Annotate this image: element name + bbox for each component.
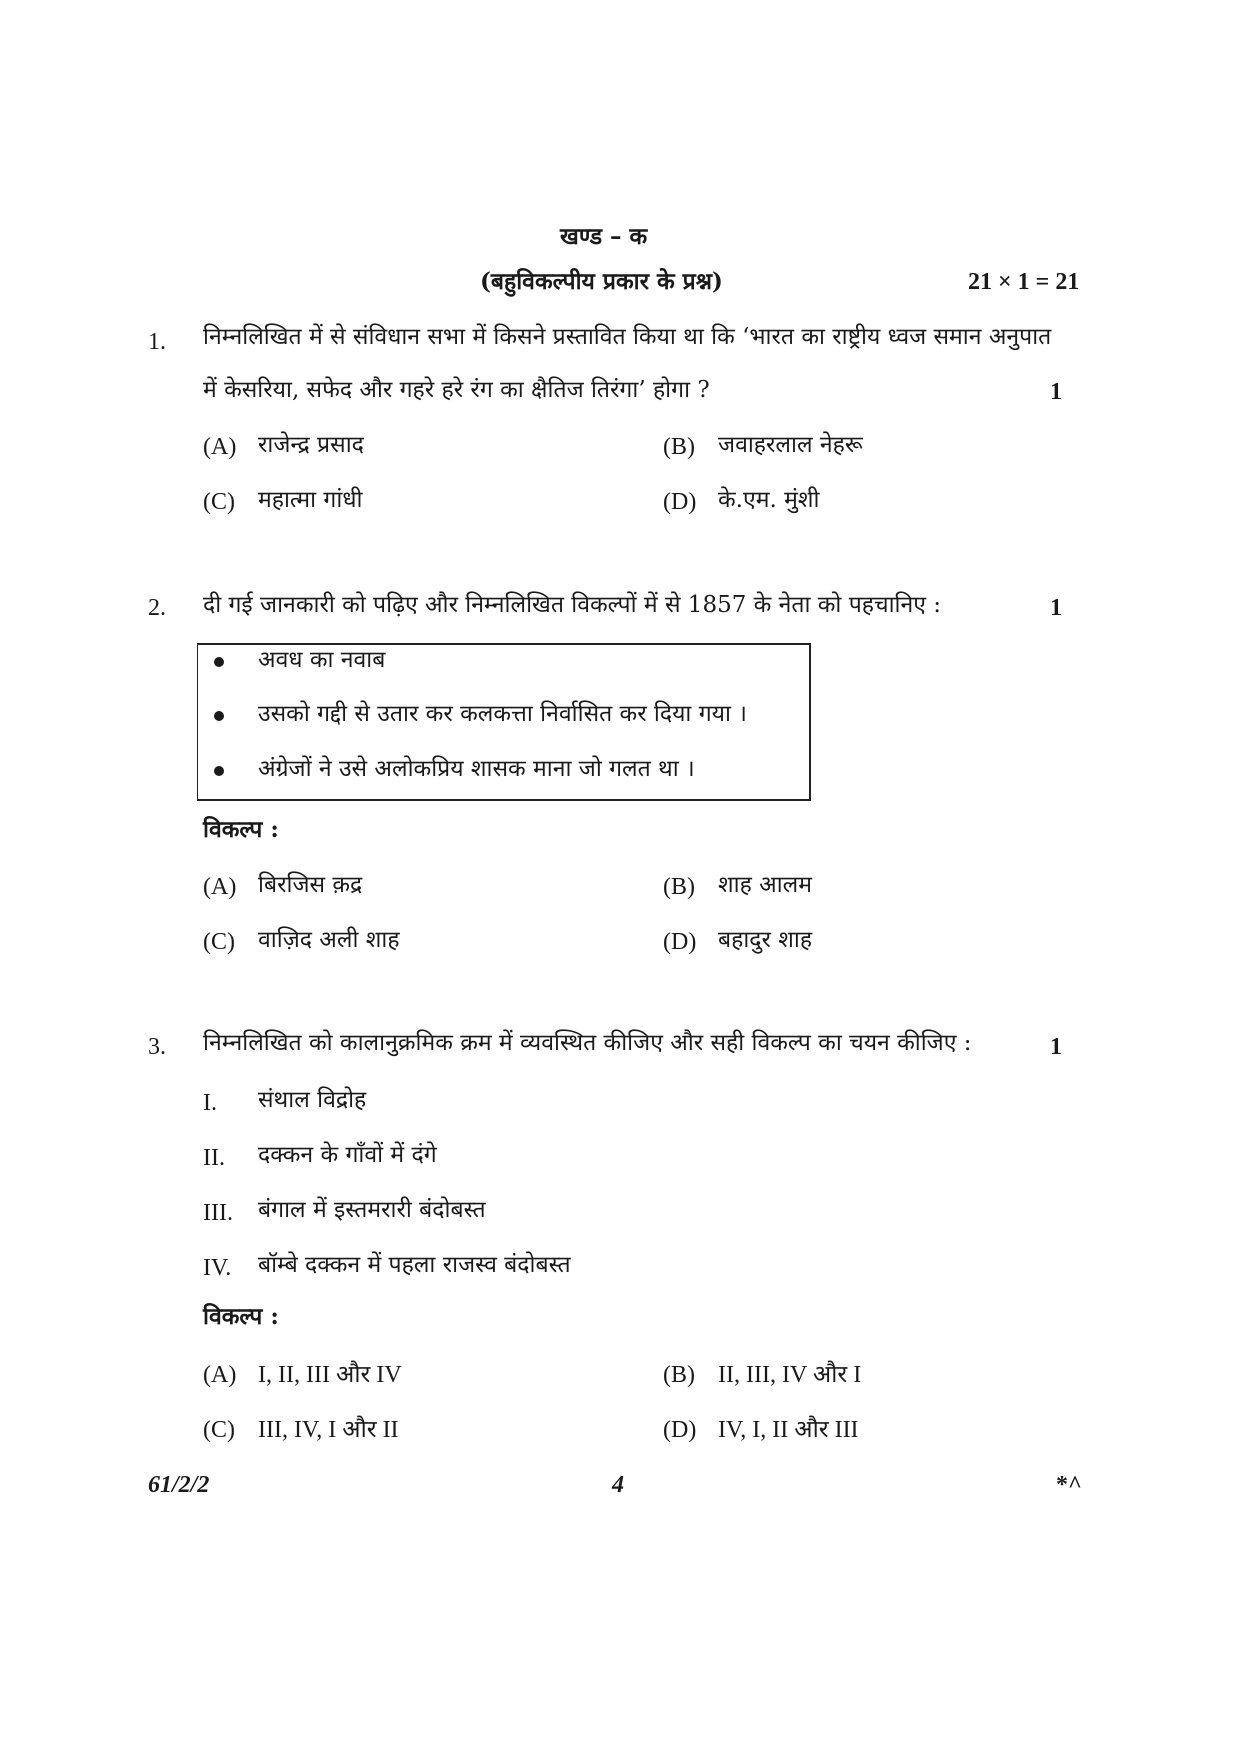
question-number: 2.	[148, 595, 166, 621]
option-key-a: (A)	[203, 874, 237, 900]
item-key-3: III.	[203, 1200, 233, 1226]
option-key-c: (C)	[203, 1417, 235, 1443]
option-text-d: के.एम. मुंशी	[718, 487, 820, 513]
item-key-1: I.	[203, 1090, 217, 1116]
item-text-3: बंगाल में इस्तमरारी बंदोबस्त	[258, 1197, 486, 1223]
paper-code: 61/2/2	[148, 1472, 210, 1498]
question-text-line1: निम्नलिखित में से संविधान सभा में किसने प्रस्तावित किया था कि ‘भारत का राष्ट्रीय ध्वज समान अनुपात	[203, 324, 1052, 350]
question-marks: 1	[1050, 1034, 1062, 1060]
option-text-c: III, IV, I और II	[258, 1417, 399, 1443]
option-key-b: (B)	[663, 1362, 695, 1388]
option-key-c: (C)	[203, 929, 235, 955]
bullet-icon	[214, 657, 224, 667]
question-text-line2: में केसरिया, सफेद और गहरे हरे रंग का क्षैतिज तिरंगा’ होगा ?	[203, 377, 710, 403]
item-text-4: बॉम्बे दक्कन में पहला राजस्व बंदोबस्त	[258, 1252, 571, 1278]
option-text-d: बहादुर शाह	[718, 927, 813, 953]
bullet-icon	[214, 766, 224, 776]
option-key-b: (B)	[663, 874, 695, 900]
options-label: विकल्प :	[203, 816, 279, 843]
section-marks: 21 × 1 = 21	[968, 269, 1080, 295]
option-key-c: (C)	[203, 489, 235, 515]
section-title: खण्ड – क	[560, 223, 648, 250]
option-text-a: राजेन्द्र प्रसाद	[258, 432, 364, 458]
options-label: विकल्प :	[203, 1303, 279, 1330]
option-text-d: IV, I, II और III	[718, 1417, 859, 1443]
question-marks: 1	[1050, 379, 1062, 405]
info-bullet-1: अवध का नवाब	[258, 647, 386, 673]
option-text-b: शाह आलम	[718, 872, 812, 898]
option-key-d: (D)	[663, 929, 697, 955]
option-text-b: जवाहरलाल नेहरू	[718, 432, 863, 458]
option-key-a: (A)	[203, 434, 237, 460]
option-text-a: बिरजिस क़द्र	[258, 872, 363, 898]
question-text: निम्नलिखित को कालानुक्रमिक क्रम में व्यवस्थित कीजिए और सही विकल्प का चयन कीजिए :	[203, 1030, 972, 1056]
option-text-a: I, II, III और IV	[258, 1362, 402, 1388]
question-number: 1.	[148, 329, 166, 355]
section-subtitle: (बहुविकल्पीय प्रकार के प्रश्न)	[480, 268, 723, 295]
question-number: 3.	[148, 1034, 166, 1060]
item-text-2: दक्कन के गाँवों में दंगे	[258, 1142, 437, 1168]
question-marks: 1	[1050, 595, 1062, 621]
footer-mark: *^	[1056, 1472, 1082, 1498]
option-text-b: II, III, IV और I	[718, 1362, 862, 1388]
info-bullet-3: अंग्रेजों ने उसे अलोकप्रिय शासक माना जो गलत था ।	[258, 756, 695, 782]
option-key-b: (B)	[663, 434, 695, 460]
question-text: दी गई जानकारी को पढ़िए और निम्नलिखित विकल्पों में से 1857 के नेता को पहचानिए :	[203, 592, 942, 618]
item-key-4: IV.	[203, 1255, 232, 1281]
option-key-d: (D)	[663, 489, 697, 515]
page-number: 4	[612, 1472, 624, 1498]
option-text-c: महात्मा गांधी	[258, 487, 363, 513]
option-key-d: (D)	[663, 1417, 697, 1443]
option-key-a: (A)	[203, 1362, 237, 1388]
info-bullet-2: उसको गद्दी से उतार कर कलकत्ता निर्वासित कर दिया गया ।	[258, 701, 747, 727]
item-key-2: II.	[203, 1145, 225, 1171]
option-text-c: वाज़िद अली शाह	[258, 927, 400, 953]
bullet-icon	[214, 711, 224, 721]
item-text-1: संथाल विद्रोह	[258, 1087, 367, 1113]
